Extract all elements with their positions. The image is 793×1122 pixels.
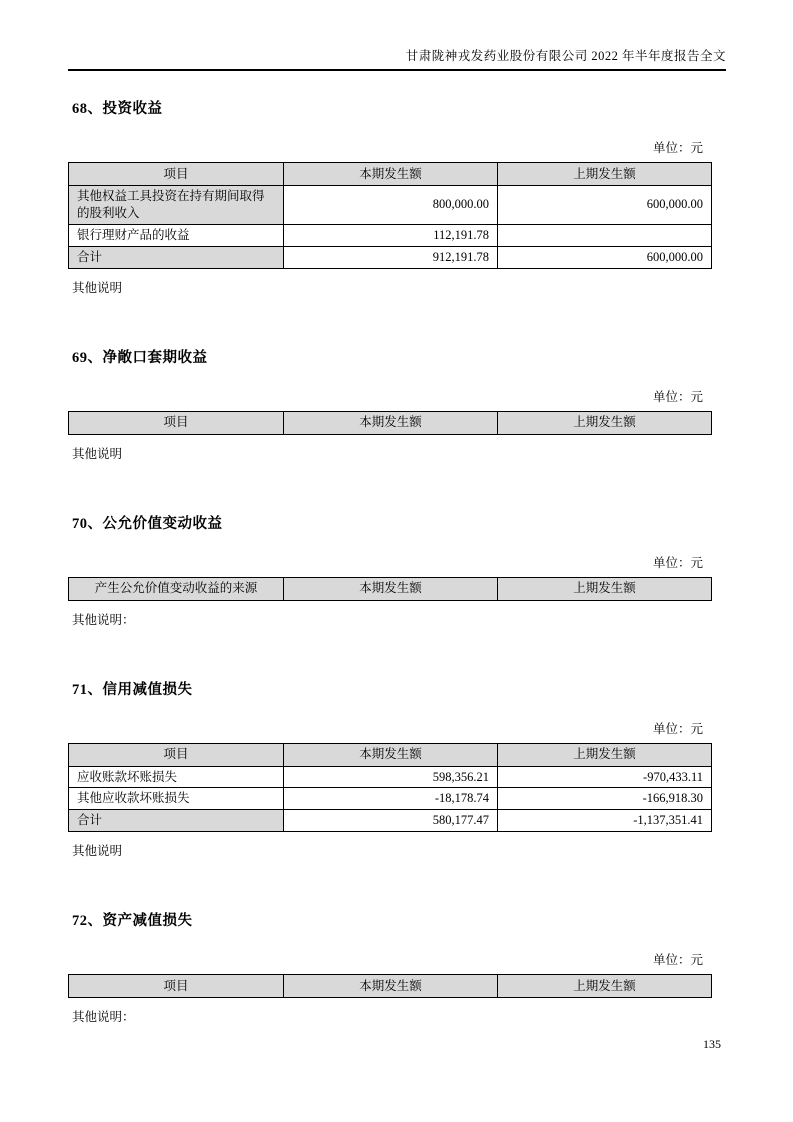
other-note: 其他说明： — [72, 612, 135, 627]
table-header-cell: 产生公允价值变动收益的来源 — [69, 577, 284, 600]
table-header-cell: 上期发生额 — [498, 411, 712, 434]
table-row — [69, 788, 712, 810]
unit-label: 单位：元 — [652, 721, 703, 736]
credit-impairment-loss-table — [68, 743, 712, 833]
table-cell: 600,000.00 — [498, 246, 712, 268]
table-header-cell: 项目 — [69, 975, 284, 998]
other-note: 其他说明 — [72, 280, 123, 295]
section-68-heading: 68、投资收益 — [72, 101, 163, 117]
section-72-heading: 72、资产减值损失 — [72, 913, 193, 930]
page-number: 135 — [703, 1037, 721, 1051]
report-header-title: 甘肃陇神戎发药业股份有限公司 2022 年半年度报告全文 — [68, 0, 726, 71]
table-header-cell: 上期发生额 — [498, 577, 712, 600]
table-cell: 580,177.47 — [284, 810, 498, 832]
table-cell: 912,191.78 — [284, 246, 498, 268]
table-header-row — [69, 411, 712, 434]
table-row — [69, 186, 712, 225]
table-cell: -18,178.74 — [284, 788, 498, 810]
table-header-row — [69, 577, 712, 600]
other-note: 其他说明 — [72, 844, 123, 859]
unit-label: 单位：元 — [652, 389, 703, 404]
unit-label: 单位：元 — [652, 953, 703, 968]
other-note: 其他说明 — [72, 446, 123, 461]
table-header-cell: 上期发生额 — [498, 163, 712, 186]
section-70-heading: 70、公允价值变动收益 — [72, 515, 223, 532]
table-header-cell: 上期发生额 — [498, 743, 712, 766]
table-cell: -1,137,351.41 — [498, 810, 712, 832]
table-cell: 合计 — [69, 246, 284, 268]
table-row — [69, 766, 712, 788]
table-header-cell: 本期发生额 — [284, 411, 498, 434]
unit-label: 单位：元 — [652, 555, 703, 570]
table-cell: -166,918.30 — [498, 788, 712, 810]
table-header-row — [69, 163, 712, 186]
table-cell: 其他权益工具投资在持有期间取得的股利收入 — [69, 186, 284, 225]
asset-impairment-loss-table — [68, 974, 712, 998]
table-cell: 应收账款坏账损失 — [69, 766, 284, 788]
table-header-cell: 本期发生额 — [284, 163, 498, 186]
fair-value-change-table — [68, 577, 712, 601]
table-cell: 112,191.78 — [284, 224, 498, 246]
table-header-row — [69, 975, 712, 998]
section-71-heading: 71、信用减值损失 — [72, 681, 193, 698]
table-header-cell: 项目 — [69, 163, 284, 186]
table-header-cell: 项目 — [69, 743, 284, 766]
table-cell: 合计 — [69, 810, 284, 832]
table-header-cell: 项目 — [69, 411, 284, 434]
table-header-row — [69, 743, 712, 766]
investment-income-table — [68, 162, 712, 269]
other-note: 其他说明： — [72, 1010, 135, 1025]
table-header-cell: 本期发生额 — [284, 577, 498, 600]
table-cell: 598,356.21 — [284, 766, 498, 788]
table-cell: 其他应收款坏账损失 — [69, 788, 284, 810]
table-total-row — [69, 810, 712, 832]
table-header-cell: 上期发生额 — [498, 975, 712, 998]
section-69-heading: 69、净敞口套期收益 — [72, 349, 208, 366]
table-header-cell: 本期发生额 — [284, 975, 498, 998]
table-cell: 银行理财产品的收益 — [69, 224, 284, 246]
net-exposure-hedge-table — [68, 411, 712, 435]
table-total-row — [69, 246, 712, 268]
table-header-cell: 本期发生额 — [284, 743, 498, 766]
table-cell: -970,433.11 — [498, 766, 712, 788]
table-cell — [498, 224, 712, 246]
table-row — [69, 224, 712, 246]
table-cell: 800,000.00 — [284, 186, 498, 225]
unit-label: 单位：元 — [652, 141, 703, 155]
table-cell: 600,000.00 — [498, 186, 712, 225]
